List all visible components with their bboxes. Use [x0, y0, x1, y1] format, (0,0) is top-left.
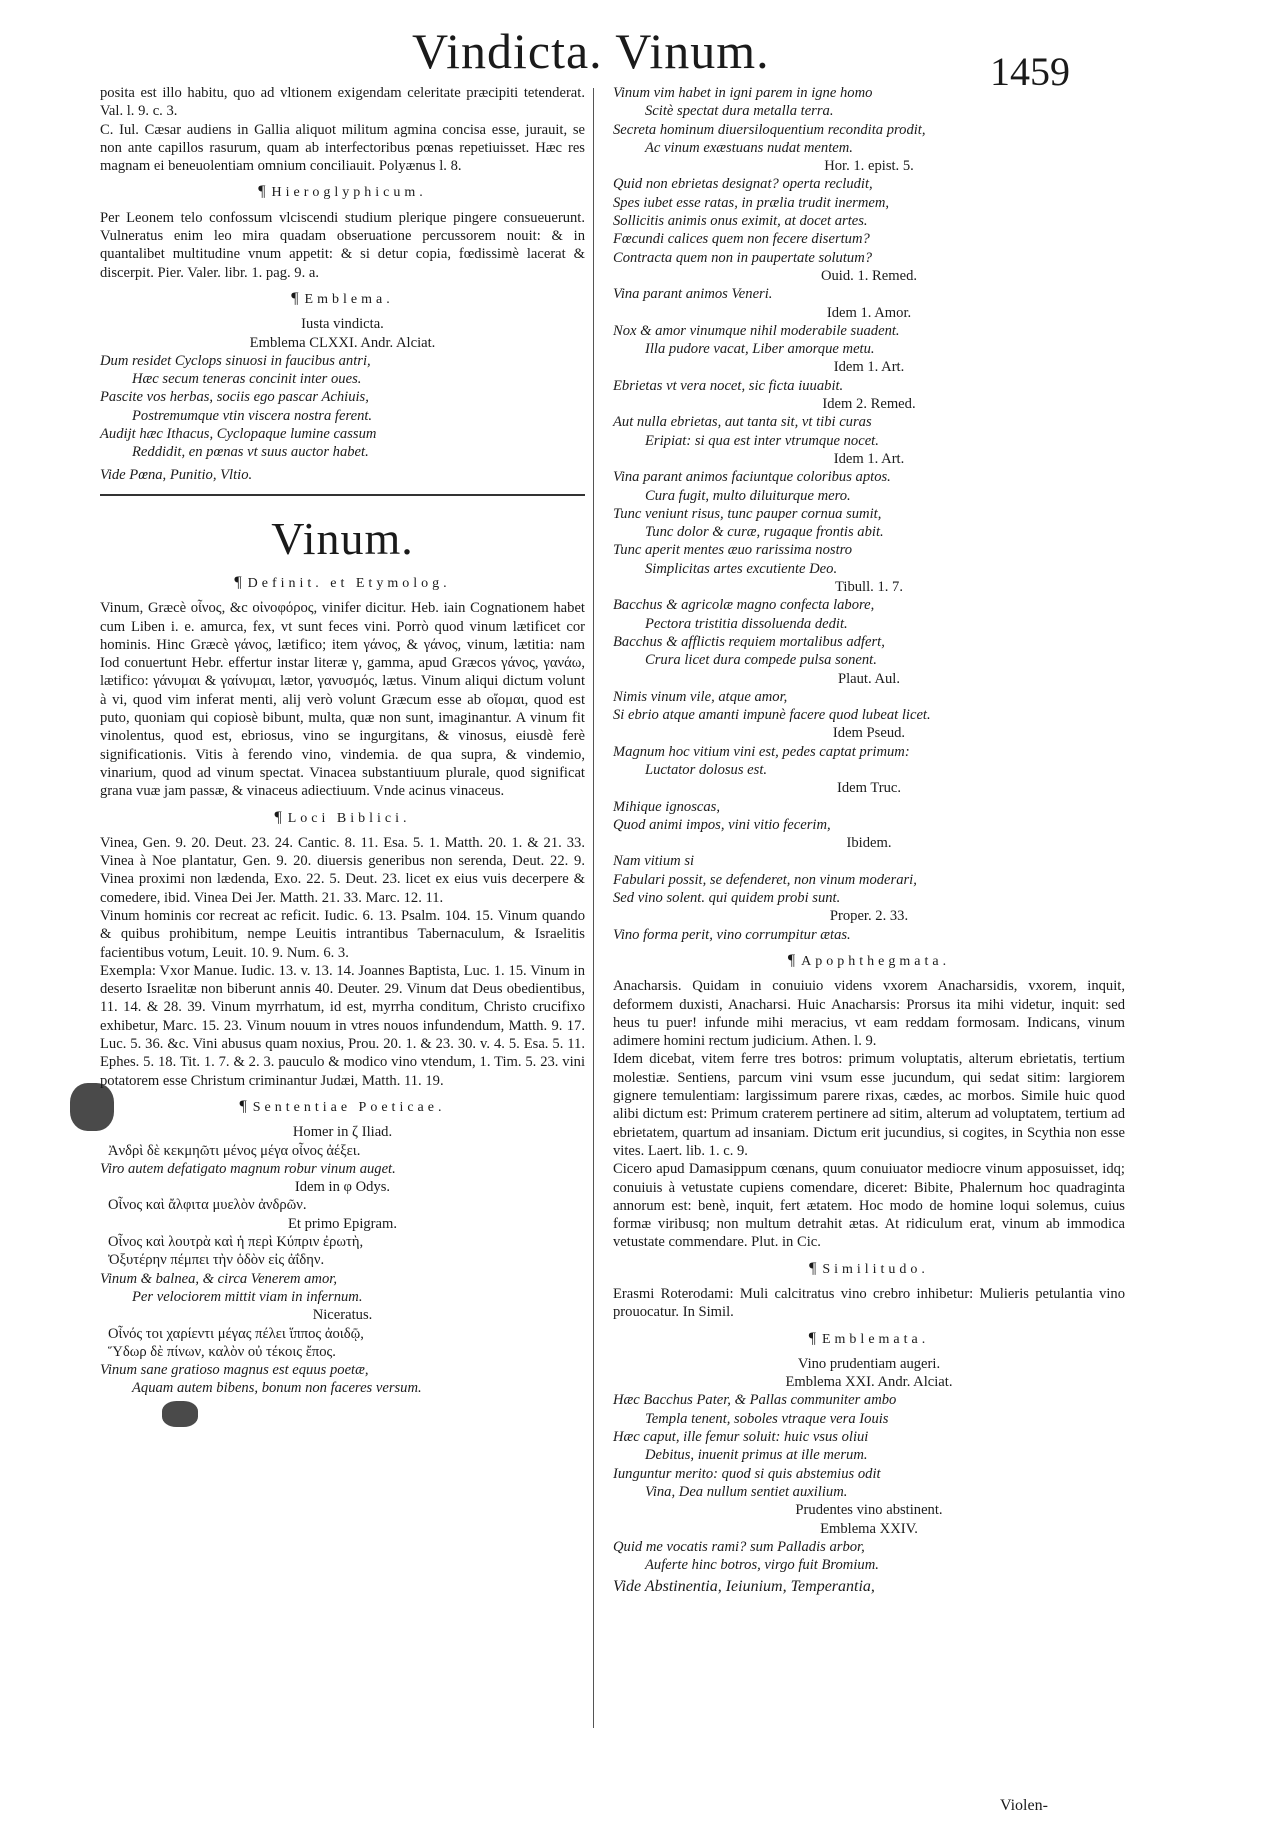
text-paragraph: Anacharsis. Quidam in conuiuio videns vxorem Anacharsidis, vxorem, inquit, deformem duxisti, Anacharsi. Huic Anacharsis: Prorsus ita mihi videtur, inquit: sed heus tu puer! infunde mihi meracius, vt eam reddam formosam. Indicans, vinum adimere homini rectum judicium. Athen. l. 9. — [613, 978, 1125, 1050]
verse-line: Tunc dolor & curæ, rugaque frontis abit. — [645, 524, 884, 541]
pilcrow-icon: ¶ — [291, 289, 299, 307]
section-rule — [100, 494, 585, 496]
verse-line: Vinum vim habet in igni parem in igne homo — [613, 85, 873, 101]
citation-line: Idem 1. Art. — [833, 450, 905, 467]
entry-title: Vinum. — [271, 512, 414, 564]
citation-line: Hor. 1. epist. 5. — [824, 158, 914, 175]
verse-line: Per velociorem mittit viam in infernum. — [132, 1288, 363, 1305]
verse-line: Fœcundi calices quem non fecere disertum? — [613, 231, 870, 248]
verse-line: Vinum sane gratioso magnus est equus poetæ, — [100, 1362, 369, 1379]
catchword: Violen- — [1000, 1797, 1048, 1814]
verse-line: Auferte hinc botros, virgo fuit Bromium. — [645, 1557, 879, 1574]
citation-line: Idem 1. Amor. — [826, 304, 912, 321]
pilcrow-icon: ¶ — [787, 951, 796, 969]
right-column — [613, 84, 1125, 1597]
verse-line: Quod animi impos, vini vitio fecerim, — [613, 816, 831, 833]
greek-verse-line: Ἀνδρὶ δὲ κεκμηῶτι μένος μέγα οἶνος ἀέξει. — [108, 1142, 361, 1159]
verse-line: Ac vinum exæstuans nudat mentem. — [645, 139, 853, 156]
verse-line: Reddidit, en pœnas vt suus auctor habet. — [132, 444, 369, 461]
citation-line: Plaut. Aul. — [837, 670, 901, 687]
verse-line: Si ebrio atque amanti impunè facere quod lubeat licet. — [613, 707, 931, 724]
verse-line: Vino forma perit, vino corrumpitur ætas. — [613, 926, 851, 943]
text-paragraph: Exempla: Vxor Manue. Iudic. 13. v. 13. 14. Joannes Baptista, Luc. 1. 15. Vinum in deserto Israelitæ non biberunt annis 40. Deuter. 29. Vinum dat Deus obedientibus, 11. 14. & 28. 39. Vinum myrrhatum, id est, myrrha conditum, Christo crucifixo exhibetur, Marc. 15. 23. Vinum nouum in vtres nouos infundendum, Matth. 9. 17. Luc. 5. 36. &c. Vini abusus quam noxius, Prou. 20. 1. & 23. 30. v. 4. 5. Esa. 5. 11. Ephes. 5. 18. Tit. 1. 7. & 2. 3. pauculo & modico vino vtendum, 1. Tim. 5. 23. vini potatorem esse Christum criminantur Judæi, Matth. 11. 19. — [100, 962, 585, 1089]
verse-line: Luctator dolosus est. — [645, 761, 768, 778]
text-paragraph: Vinum hominis cor recreat ac reficit. Iudic. 6. 13. Psalm. 104. 15. Vinum quando & quibus prohibitum, nempe Leuitis intrantibus Tabernaculum, & Israelitis facientibus votum, Leuit. 10. 9. Num. 6. 3. — [100, 907, 585, 961]
verse-line: Audijt hæc Ithacus, Cyclopaque lumine cassum — [100, 426, 377, 443]
citation-line: Idem 1. Art. — [833, 359, 905, 376]
verse-line: Viro autem defatigato magnum robur vinum auget. — [100, 1160, 396, 1177]
verse-line: Mihique ignoscas, — [613, 798, 721, 815]
citation-line: Idem in φ Odys. — [294, 1179, 391, 1196]
poetic-quotes-continued — [613, 84, 1125, 944]
citation-line: Niceratus. — [312, 1307, 373, 1324]
pilcrow-icon: ¶ — [808, 1329, 816, 1347]
verse-line: Tunc aperit mentes æuo rarissima nostro — [613, 542, 853, 559]
greek-verse-line: Οἶνος καὶ λουτρὰ καὶ ἡ περὶ Κύπριν ἐρωτὴ, — [108, 1234, 364, 1251]
greek-verse-line: Οἶνος καὶ ἄλφιτα μυελὸν ἀνδρῶν. — [108, 1197, 307, 1214]
emblema-subtitle: Iusta vindicta. — [301, 316, 384, 333]
pilcrow-icon: ¶ — [258, 183, 266, 201]
pilcrow-icon: ¶ — [234, 573, 242, 591]
citation-line: Homer in ζ Iliad. — [292, 1124, 393, 1141]
text-paragraph: Vinum, Græcè οἶνος, &c οἰνοφόρος, vinifer dicitur. Heb. iain Cognationem habet cum Liben i. e. amurca, fex, vt sunt feces vini. Porrò quod vinum lætificet cor hominis. Hinc Græcè γάνος, lætifico; item γάνος, & γάνος, vinum, lætitia: nam Iod conuertunt Hebr. effertur instar literæ γ, gamma, apud Græcos γάνος, γανάω, lætifico: γάνυμαι & γαίνυμαι, lætor, γανυσμός, lætus. Vinum aliqui dictum volunt à vi, quod vim inferat menti, alij verò volunt Græcum esse ab οἴομαι, quod est puto, quoniam qui copiosè bibunt, multa, quæ non sunt, imaginantur. A vinum fit vinolentus, quod est, ebriosus, vino se ingurgitans, & vinosus, eiusdè ferè significationis. Vitis à ferendo vino, vindemia. de qua supra, & vindemio, vinarium, quod ad vinum spectat. Vinacea substantiuum plurale, quod significat grana vuæ jam passæ, & vinaceus adiectiuum. Vnde acinus vinaceus. — [100, 600, 585, 800]
text-paragraph: Cicero apud Damasippum cœnans, quum conuiuator mediocre vinum apposuisset, idq; conuiuis à vetustate cupiens comendare, diceret: Bibite, Phalernum hoc quadraginta annorum est: benè, inquit, fert ætatem. Hoc modo de homine loqui solemus, cuius formæ viribusq; non multum detrahit ætas. At ridiculum erat, vinum ab immodica vetustate commendare. Plut. in Cic. — [613, 1161, 1125, 1251]
verse-line: Nam vitium si — [613, 853, 695, 870]
pilcrow-icon: ¶ — [239, 1097, 247, 1115]
citation-line: Tibull. 1. 7. — [835, 579, 903, 596]
verse-line: Eripiat: si qua est inter vtrumque nocet. — [645, 432, 879, 449]
verse-line: Vina, Dea nullum sentiet auxilium. — [645, 1483, 848, 1500]
text-paragraph: posita est illo habitu, quo ad vltionem exigendam celeritate præcipiti tetenderat. Val. l. 9. c. 3. — [100, 85, 585, 120]
verse-line: Bacchus & afflictis requiem mortalibus adfert, — [613, 633, 885, 650]
citation-line: Et primo Epigram. — [287, 1215, 398, 1232]
verse-line: Nox & amor vinumque nihil moderabile suadent. — [613, 322, 900, 339]
ink-stain — [162, 1401, 198, 1427]
greek-verse-line: Οἶνός τοι χαρίεντι μέγας πέλει ἵππος ἀοιδῷ, — [108, 1325, 364, 1342]
citation-line: Idem Pseud. — [832, 725, 906, 742]
section-heading-emblema: ¶ Emblema. — [291, 289, 394, 307]
citation-line: Emblema XXI. Andr. Alciat. — [785, 1374, 953, 1391]
verse-line: Scitè spectat dura metalla terra. — [645, 103, 834, 120]
verse-line: Debitus, inuenit primus at ille merum. — [645, 1447, 868, 1464]
text-paragraph: C. Iul. Cæsar audiens in Gallia aliquot militum agmina concisa esse, jurauit, se non ante capillos rasurum, quam ab interfectoribus pœnas repetiuisset. Hæc res magnam ei beneuolentiam omnium conciliauit. Polyænus l. 8. — [100, 121, 585, 175]
poetic-quotes — [100, 1123, 585, 1397]
verse-line: Dum residet Cyclops sinuosi in faucibus antri, — [100, 352, 371, 369]
verse-line: Cura fugit, multo diluiturque mero. — [645, 487, 851, 504]
verse-line: Pascite vos herbas, sociis ego pascar Achiuis, — [100, 389, 369, 406]
citation-line: Prudentes vino abstinent. — [795, 1502, 943, 1519]
verse-line: Crura licet dura compede pulsa sonent. — [645, 652, 877, 669]
citation-line: Proper. 2. 33. — [829, 908, 909, 925]
section-heading-loci: ¶ Loci Biblici. — [274, 808, 411, 826]
citation-line: Vino prudentiam augeri. — [797, 1355, 941, 1372]
section-heading-emblemata: ¶ Emblemata. — [808, 1329, 930, 1347]
text-paragraph: Idem dicebat, vitem ferre tres botros: primum voluptatis, alterum ebrietatis, tertium molestiæ. Sentiens, parcum vini vsum esse jucundum, qui sedat sitim: largiorem gignere temulentiam: largissimum parere rixas, cædes, ac morbos. Simile huic quod alibi dictum est: Primum craterem pertinere ad sitim, alterum ad voluptatem, tertium ad ebrietatem, quartum ad insaniam. Dictum erit jucundius, si cogites, in Scythia non esse vites. Laert. lib. 1. c. 9. — [613, 1051, 1125, 1159]
section-heading-definit: ¶ Definit. et Etymolog. — [234, 573, 451, 591]
verse-line: Illa pudore vacat, Liber amorque metu. — [645, 341, 875, 358]
verse-line: Postremumque vtin viscera nostra ferent. — [132, 407, 373, 424]
verse-line: Fabulari possit, se defenderet, non vinum moderari, — [613, 871, 917, 888]
verse-line: Aquam autem bibens, bonum non faceres versum. — [132, 1380, 422, 1397]
verse-line: Bacchus & agricolæ magno confecta labore, — [613, 597, 875, 614]
verse-line: Spes iubet esse ratas, in prælia trudit inermem, — [613, 194, 890, 211]
verse-line: Vinum & balnea, & circa Venerem amor, — [100, 1270, 337, 1287]
citation-line: Ibidem. — [846, 835, 892, 852]
verse-line: Pectora tristitia dissoluenda dedit. — [645, 615, 848, 632]
page-number: 1459 — [990, 49, 1070, 94]
verse-line: Secreta hominum diuersiloquentium recondita prodit, — [613, 121, 926, 138]
see-also: Vide Abstinentia, Ieiunium, Temperantia, — [613, 1578, 875, 1596]
verse-line: Aut nulla ebrietas, aut tanta sit, vt tibi curas — [613, 414, 872, 431]
verse-line: Hæc caput, ille femur soluit: huic vsus oliui — [613, 1429, 869, 1446]
text-paragraph: Vinea, Gen. 9. 20. Deut. 23. 24. Cantic. 8. 11. Esa. 5. 1. Matth. 20. 1. & 21. 33. Vinea à Noe plantatur, Gen. 9. 20. diuersis generibus non serenda, Deut. 22. 9. Vinea proximi non lædenda, Exo. 22. 5. Deut. 23. licet ex eius vuis decerpere & comedere, ibid. Vinea Dei Jer. Matth. 21. 33. Marc. 12. 11. — [100, 834, 585, 906]
section-heading-apophthegmata: ¶ Apophthegmata. — [787, 951, 951, 969]
citation-line: Idem Truc. — [836, 780, 902, 797]
verse-line: Sollicitis animis onus eximit, at docet artes. — [613, 213, 868, 230]
verse-line: Tunc veniunt risus, tunc pauper cornua sumit, — [613, 505, 882, 522]
verse-line: Nimis vinum vile, atque amor, — [613, 688, 788, 705]
pilcrow-icon: ¶ — [274, 808, 282, 826]
text-paragraph: Erasmi Roterodami: Muli calcitratus vino crebro inhibetur: Mulieris petulantia vino prouocatur. In Simil. — [613, 1286, 1125, 1321]
emblemata-lines — [613, 1355, 1125, 1575]
section-heading-similitudo: ¶ Similitudo. — [809, 1259, 929, 1277]
verse-line: Sed vino solent. qui quidem probi sunt. — [613, 890, 841, 907]
verse-line: Quid me vocatis rami? sum Palladis arbor, — [613, 1538, 865, 1555]
emblema-reference: Emblema CLXXI. Andr. Alciat. — [249, 334, 436, 351]
section-heading-sententiae: ¶ Sententiae Poeticae. — [239, 1097, 446, 1115]
verse-line: Hæc secum teneras concinit inter oues. — [132, 371, 362, 388]
citation-line: Idem 2. Remed. — [822, 396, 916, 413]
verse-line: Ebrietas vt vera nocet, sic ficta iuuabit. — [613, 377, 844, 394]
verse-line: Vina parant animos Veneri. — [613, 286, 773, 303]
greek-verse-line: Ὕδωρ δὲ πίνων, καλὸν οὐ τέκοις ἔπος. — [108, 1343, 336, 1360]
verse-line: Iunguntur merito: quod si quis abstemius odit — [613, 1465, 881, 1482]
verse-line: Contracta quem non in paupertate solutum? — [613, 249, 873, 266]
verse-line: Hæc Bacchus Pater, & Pallas communiter ambo — [613, 1392, 897, 1409]
citation-line: Ouid. 1. Remed. — [820, 267, 918, 284]
pilcrow-icon: ¶ — [809, 1259, 817, 1277]
left-column — [100, 84, 585, 1398]
citation-line: Emblema XXIV. — [820, 1520, 918, 1537]
verse-line: Vina parant animos faciuntque coloribus aptos. — [613, 469, 891, 486]
greek-verse-line: Ὀξυτέρην πέμπει τὴν ὁδὸν εἰς ἀΐδην. — [108, 1252, 325, 1269]
section-heading-hieroglyphicum: ¶ Hieroglyphicum. — [258, 183, 427, 201]
column-divider — [593, 88, 594, 1728]
verse-line: Quid non ebrietas designat? operta recludit, — [613, 176, 873, 193]
text-paragraph: Per Leonem telo confossum vlciscendi studium plerique pingere consueuerunt. Vulneratus enim leo mira quadam obseruatione percussorem nouit: & in quantalibet multitudine vnum appetit: & si detur copia, fœdissimè lacerat & discerpit. Pier. Valer. libr. 1. pag. 9. a. — [100, 209, 585, 281]
see-also: Vide Pœna, Punitio, Vltio. — [100, 466, 253, 483]
verse-line: Simplicitas artes excutiente Deo. — [645, 560, 838, 577]
verse-line: Magnum hoc vitium vini est, pedes captat primum: — [613, 743, 910, 760]
verse-line: Templa tenent, soboles vtraque vera Iouis — [645, 1410, 889, 1427]
running-head: Vindicta. Vinum. — [412, 23, 770, 79]
